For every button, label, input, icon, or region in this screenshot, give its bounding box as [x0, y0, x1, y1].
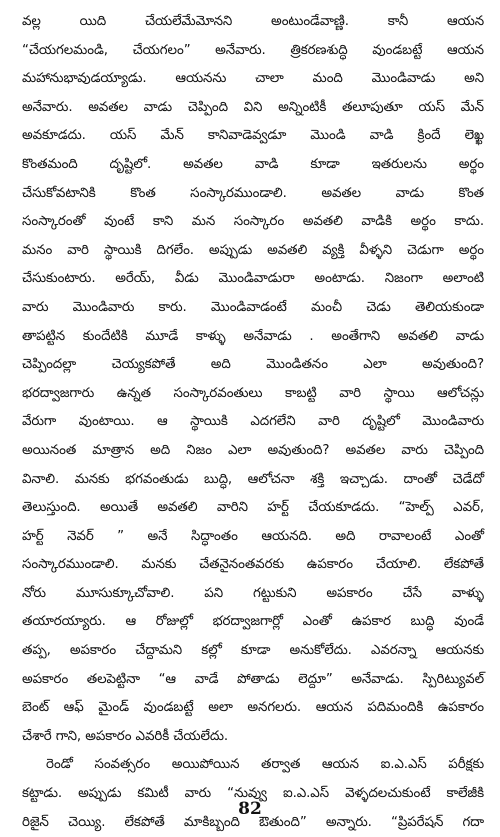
text-line: నోరు మూసుక్కూచోవాలి. పని గట్టుకుని అపకారం చేసే వాళ్ళు	[22, 585, 484, 601]
text-line: వినాలి. మనకు భగవంతుడు బుద్ధి, ఆలోచనా శక్తి ఇచ్చాడు. దాంతో చెడేదో	[22, 471, 484, 487]
text-line: బెంట్ ఆఫ్ మైండ్ వుండబట్టే అలా అనగలరు. ఆయన పదిమందికి ఉపకారం	[22, 700, 484, 716]
paragraph-2	[22, 751, 484, 837]
page-number: 82	[238, 799, 262, 819]
text-line: తయారయ్యారు. ఆ రోజుల్లో భరద్వాజగార్లో ఎంతో ఉపకార బుద్ధి వుండే	[22, 614, 484, 630]
text-line: కట్టాడు. అప్పుడు కమిటీ వారు “నువ్వు ఐ.ఎ.ఎస్ వెళ్ళదలచుకుంటే కాలేజీకి	[22, 786, 484, 802]
text-line: చేశారే గాని, అపకారం ఎవరికీ చేయలేదు.	[22, 728, 229, 744]
text-line: అయినంత మాత్రాన అది నిజం ఎలా అవుతుంది? అవతల వారు చెప్పింది	[22, 442, 484, 458]
text-line: అనేవారు. అవతల వాడు చెప్పింది విని అన్నింటికీ తలూపుతూ యస్ మేన్	[22, 99, 484, 115]
paragraph-1	[22, 8, 484, 751]
text-line: మహానుభావుడయ్యాడు. ఆయనను చాలా మంది మొండివాడు అని	[22, 71, 484, 87]
text-line: వల్ల యిది చేయలేమేమోనని అంటుండేవాణ్ణి. కానీ ఆయన	[22, 14, 484, 29]
text-line: తాపట్టిన కుందేటికి మూడే కాళ్ళు అనేవాడు . అంతేగాని అవతలి వాడు	[22, 328, 484, 344]
text-line: సంస్కారంతో వుంటే కాని మన సంస్కారం అవతలి వాడికి అర్థం కాదు.	[22, 214, 484, 230]
text-line: హర్ట్ నెవర్ ” అనే సిద్ధాంతం ఆయనది. అది రావాలంటే ఎంతో	[22, 528, 484, 544]
text-line: వారు మొండివారు కారు. మొండివాడంటే మంచీ చెడు తెలియకుండా	[22, 299, 484, 315]
text-line: చెప్పిందల్లా చెయ్యకపోతే అది మొండితనం ఎలా అవుతుంది?	[22, 357, 484, 373]
text-line: వేరుగా వుంటాయి. ఆ స్థాయికి ఎదగలేని వారి దృష్టిలో మొండివారు	[22, 414, 484, 430]
text-line: సంస్కారముండాలి. మనకు చేతనైనంతవరకు ఉపకారం చేయాలి. లేకపోతే	[22, 557, 484, 573]
text-line: తప్ప, అపకారం చేద్దామని కల్లో కూడా అనుకోలేదు. ఎవరన్నా ఆయనకు	[22, 643, 484, 659]
text-line: రిజైన్ చెయ్యి. లేకపోతే మాకిబ్బంది ఔతుంది” అన్నారు. “ప్రిపరేషన్ గదా	[22, 814, 484, 830]
text-line: చేసుకోవటానికి కొంత సంస్కారముండాలి. అవతల వాడు కొంత	[22, 185, 484, 201]
text-line: భరద్వాజగారు ఉన్నత సంస్కారవంతులు కాబట్టి వారి స్థాయి ఆలోచన్లు	[22, 385, 484, 401]
text-line: కొంతమంది దృష్టిలో. అవతల వాడి కూడా ఇతరులను అర్థం	[22, 156, 484, 172]
text-line: తెలుస్తుంది. అయితే అవతలి వారిని హర్ట్ చేయకూడదు. “హెల్ప్ ఎవర్,	[22, 500, 484, 516]
text-line: మనం వారి స్థాయికి దిగలేం. అప్పుడు అవతలి వ్యక్తి వీళ్ళని చెడుగా అర్థం	[22, 242, 484, 258]
text-line: రెండో సంవత్సరం అయిపోయిన తర్వాత ఆయన ఐ.ఎ.ఎస్ పరీక్షకు	[46, 757, 484, 773]
text-line: చేసుకుంటారు. అరేయ్, వీడు మొండివాడురా అంటాడు. నిజంగా అలాంటి	[22, 271, 484, 287]
text-line: అవకూడదు. యస్ మేన్ కానివాడెవ్వడూ మొండి వాడి క్రిందే లెఖ్ఖ	[22, 128, 484, 144]
text-line: అపకారం తలపెట్టినా “ఆ వాడే పోతాడు లెద్దూ” అనేవాడు. స్పిరిట్యువల్	[22, 671, 484, 687]
text-line: “చేయగలమండి, చేయగలం” అనేవారు. త్రికరణశుద్ధి వుండబట్టే ఆయన	[22, 42, 484, 58]
